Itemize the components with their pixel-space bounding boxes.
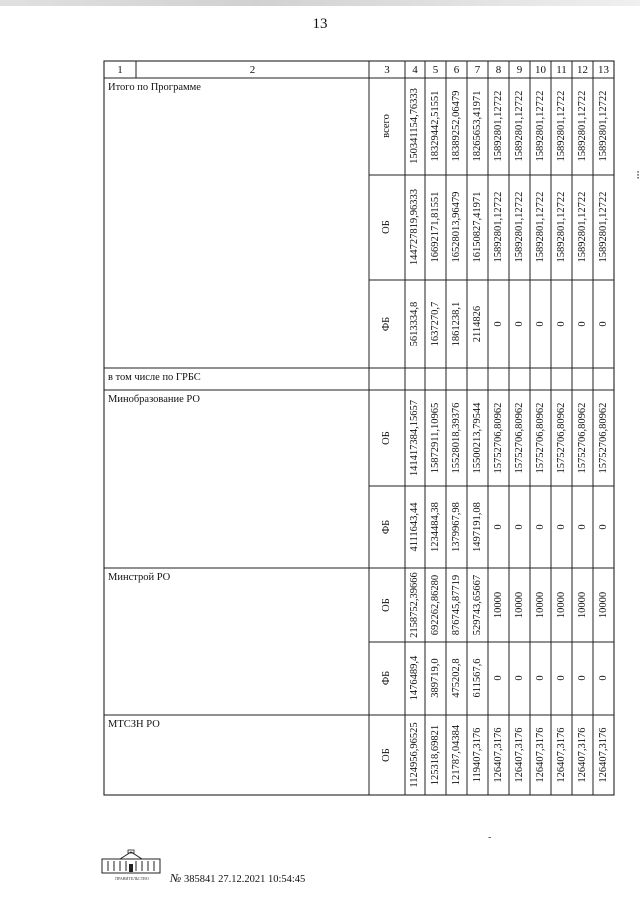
table-cell-value: 126407,3176 xyxy=(534,727,546,783)
table-cell-value: 15892801,12722 xyxy=(555,90,567,162)
table-cell-value: 15892801,12722 xyxy=(555,191,567,263)
table-cell-value: 0 xyxy=(576,675,588,681)
table-cell-value: 15752706,80962 xyxy=(555,402,567,474)
table-cell-value: 1637270,7 xyxy=(429,301,441,347)
table-cell-value: 529743,65667 xyxy=(471,574,483,636)
col-header-11: 11 xyxy=(556,64,567,76)
table-cell-value: 0 xyxy=(597,524,609,530)
table-cell-value: 475202,8 xyxy=(450,658,462,698)
funding-source-label: ОБ xyxy=(381,220,392,234)
table-cell-value: 15892801,12722 xyxy=(513,90,525,162)
table-cell-value: 15892801,12722 xyxy=(492,90,504,162)
col-header-6: 6 xyxy=(453,64,460,76)
table-cell-value: 876745,87719 xyxy=(450,574,462,636)
table-cell-value: 15892801,12722 xyxy=(513,191,525,263)
table-cell-value: 10000 xyxy=(534,591,546,619)
col-header-13: 13 xyxy=(598,64,609,76)
table-cell-value: 141417384,15657 xyxy=(409,399,420,477)
document-registration xyxy=(170,871,305,886)
table-cell-value: 10000 xyxy=(576,591,588,619)
table-cell-value: 5613334,8 xyxy=(409,301,420,347)
table-cell-value: 18389252,06479 xyxy=(450,90,462,162)
table-cell-value: 0 xyxy=(534,675,546,681)
col-header-9: 9 xyxy=(516,64,523,76)
stamp-caption: ПРАВИТЕЛЬСТВО xyxy=(115,876,149,881)
col-header-2: 2 xyxy=(249,64,256,76)
table-cell-value: 1497191,08 xyxy=(471,502,483,552)
table-cell-value: 611567,6 xyxy=(471,658,483,698)
table-cell-value: 15752706,80962 xyxy=(513,402,525,474)
table-cell-value: 126407,3176 xyxy=(513,727,525,783)
funding-source-label: ОБ xyxy=(381,598,392,612)
table-cell-value: 126407,3176 xyxy=(597,727,609,783)
table-cell-value: 10000 xyxy=(492,591,504,619)
col-header-3: 3 xyxy=(384,64,390,76)
table-cell-value: 2158752,39666 xyxy=(409,572,420,638)
col-header-8: 8 xyxy=(495,64,502,76)
section-title-mtszn: МТСЗН РО xyxy=(108,719,160,730)
page-number: 13 xyxy=(312,16,328,32)
doc-number: 385841 xyxy=(183,874,216,885)
table-cell-value: 15752706,80962 xyxy=(492,402,504,474)
table-cell-value: 4111643,44 xyxy=(409,502,420,552)
table-cell-value: 15892801,12722 xyxy=(576,191,588,263)
table-cell-value: 1861238,1 xyxy=(450,301,462,347)
table-cell-value: 0 xyxy=(576,321,588,327)
table-cell-value: 125318,69821 xyxy=(429,724,441,786)
table-cell-value: 16692171,81551 xyxy=(429,191,441,263)
table-cell-value: 2114826 xyxy=(471,305,483,343)
table-cell-value: 389719,0 xyxy=(429,658,441,698)
table-cell-value: 18329442,51551 xyxy=(429,90,441,162)
table-cell-value: 1379967,98 xyxy=(450,502,462,552)
funding-source-label: ФБ xyxy=(381,670,392,686)
table-cell-value: 0 xyxy=(597,675,609,681)
table-cell-value: 0 xyxy=(513,524,525,530)
table-cell-value: 121787,04384 xyxy=(450,724,462,786)
table-cell-value: 15528018,39376 xyxy=(450,402,462,474)
table-cell-value: 0 xyxy=(534,321,546,327)
table-cell-value: 692262,86280 xyxy=(429,574,441,636)
funding-source-label: ОБ xyxy=(381,748,392,762)
table-cell-value: 16528013,96479 xyxy=(450,191,462,263)
scan-mark: - xyxy=(488,832,492,843)
table-cell-value: 0 xyxy=(534,524,546,530)
table-cell-value: 150341154,76333 xyxy=(409,88,420,164)
section-title-minstroy: Минстрой РО xyxy=(108,572,171,583)
table-cell-value: 15892801,12722 xyxy=(534,90,546,162)
document-footer xyxy=(100,849,340,889)
table-cell-value: 15892801,12722 xyxy=(534,191,546,263)
table-cell-value: 0 xyxy=(555,524,567,530)
table-cell-value: 0 xyxy=(492,321,504,327)
government-building-stamp xyxy=(100,849,162,875)
doc-datetime: 27.12.2021 10:54:45 xyxy=(218,874,306,885)
col-header-10: 10 xyxy=(535,64,546,76)
table-cell-value: 15892801,12722 xyxy=(597,191,609,263)
table-cell-value: 10000 xyxy=(597,591,609,619)
table-cell-value: 15752706,80962 xyxy=(597,402,609,474)
table-cell-value: 1476489,4 xyxy=(409,655,420,701)
binding-mark: ⁝ xyxy=(636,168,640,182)
col-header-12: 12 xyxy=(577,64,588,76)
section-title-program-total: Итого по Программе xyxy=(108,82,201,93)
table-cell-value: 10000 xyxy=(555,591,567,619)
table-cell-value: 0 xyxy=(513,675,525,681)
table-cell-value: 16150827,41971 xyxy=(471,191,483,263)
funding-source-label: ФБ xyxy=(381,316,392,332)
funding-source-label: ОБ xyxy=(381,431,392,445)
table-cell-value: 15892801,12722 xyxy=(597,90,609,162)
col-header-7: 7 xyxy=(474,64,481,76)
table-cell-value: 119407,3176 xyxy=(471,727,483,783)
doc-number-sign: № xyxy=(170,871,182,885)
table-cell-value: 10000 xyxy=(513,591,525,619)
table-cell-value: 15892801,12722 xyxy=(576,90,588,162)
table-cell-value: 144727819,96333 xyxy=(409,188,420,266)
table-cell-value: 15752706,80962 xyxy=(534,402,546,474)
table-cell-value: 0 xyxy=(576,524,588,530)
table-cell-value: 1234484,38 xyxy=(429,502,441,552)
col-header-5: 5 xyxy=(432,64,439,76)
section-title-grbs: в том числе по ГРБС xyxy=(108,372,201,383)
funding-source-label: всего xyxy=(381,114,392,138)
table-cell-value: 15752706,80962 xyxy=(576,402,588,474)
table-cell-value: 15892801,12722 xyxy=(492,191,504,263)
table-cell-value: 15872911,10965 xyxy=(429,402,441,474)
table-cell-value: 1124956,96525 xyxy=(409,722,420,788)
table-cell-value: 0 xyxy=(597,321,609,327)
table-cell-value: 126407,3176 xyxy=(576,727,588,783)
table-cell-value: 0 xyxy=(492,524,504,530)
table-cell-value: 0 xyxy=(492,675,504,681)
table-cell-value: 15500213,79544 xyxy=(471,402,483,474)
col-header-4: 4 xyxy=(412,64,418,76)
table-cell-value: 126407,3176 xyxy=(555,727,567,783)
table-cell-value: 0 xyxy=(555,321,567,327)
table-cell-value: 126407,3176 xyxy=(492,727,504,783)
table-cell-value: 0 xyxy=(513,321,525,327)
col-header-1: 1 xyxy=(117,64,123,76)
table-cell-value: 18265653,41971 xyxy=(471,90,483,162)
funding-source-label: ФБ xyxy=(381,519,392,535)
section-title-minobrazovanie: Минобразование РО xyxy=(108,394,200,405)
table-cell-value: 0 xyxy=(555,675,567,681)
